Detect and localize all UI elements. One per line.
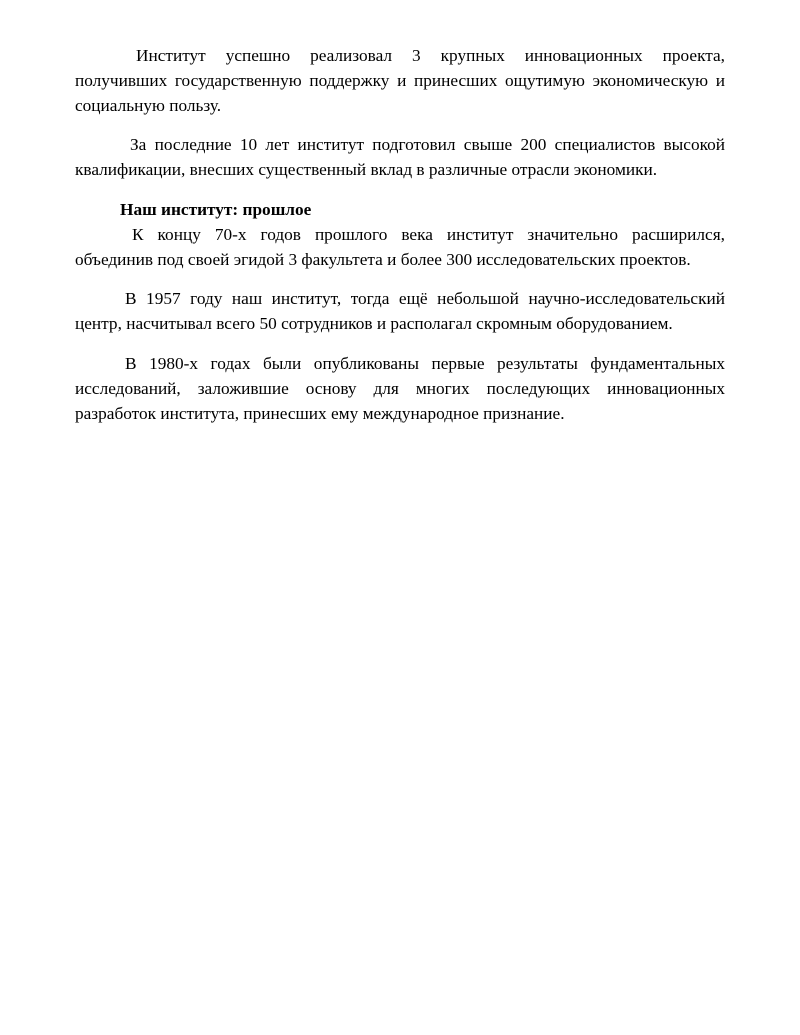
paragraph-founding-1957: В 1957 году наш институт, тогда ещё небольшой научно-исследовательский центр, насчитывал всего 50 сотрудников и располагал скромным оборудованием. (75, 289, 725, 334)
paragraph-expansion-70s: К концу 70-х годов прошлого века институт значительно расширился, объединив под своей эгидой 3 факультета и более 300 исследовательских проектов. (75, 224, 725, 269)
paragraph-innovation-projects: Институт успешно реализовал 3 крупных инновационных проекта, получивших государственную поддержку и принесших ощутимую экономическую и социальную пользу. (75, 46, 725, 115)
paragraph-research-1980s: В 1980-х годах были опубликованы первые результаты фундаментальных исследований, заложившие основу для многих последующих инновационных разработок института, принесших ему международное признание. (75, 353, 725, 423)
document-page (75, 44, 725, 426)
section-heading-past: Наш институт: прошлое (120, 199, 312, 219)
paragraph-specialists-trained: За последние 10 лет институт подготовил свыше 200 специалистов высокой квалификации, внесших существенный вклад в различные отрасли экономики. (75, 135, 725, 180)
